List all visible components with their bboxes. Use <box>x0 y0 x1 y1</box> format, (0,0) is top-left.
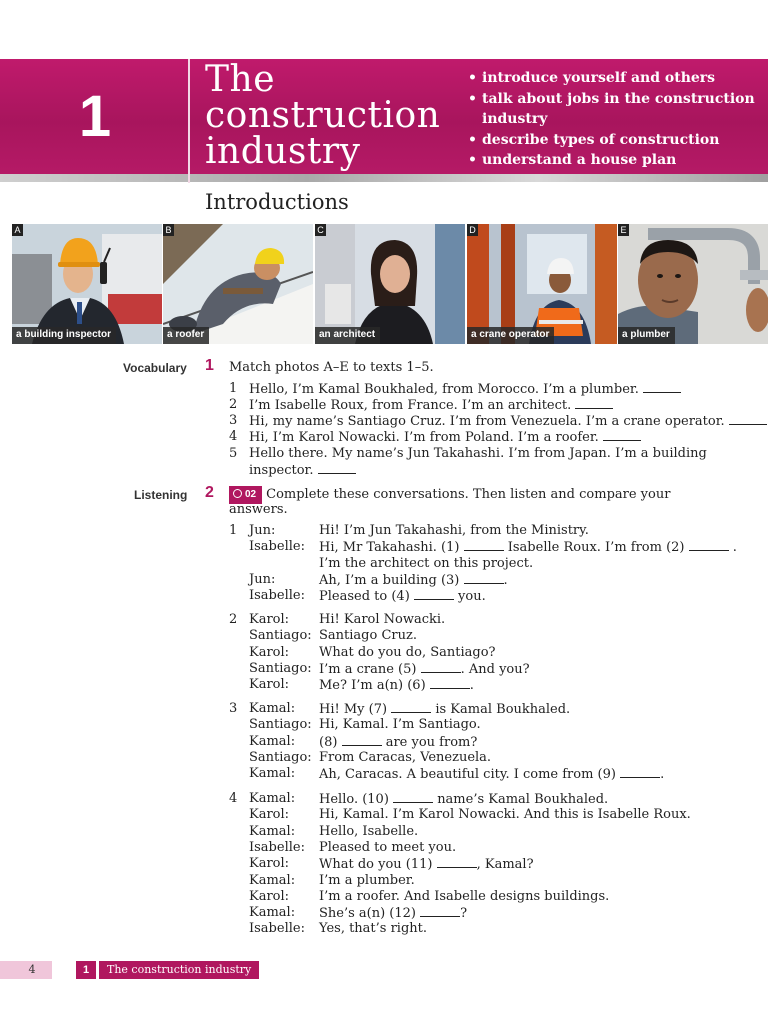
unit-title-line: The <box>205 59 276 100</box>
dialogue-segment: Isabelle Roux. I’m from (2) <box>507 540 685 556</box>
photo-caption: an architect <box>315 327 380 344</box>
item-number: 5 <box>229 446 238 461</box>
dialogue-segment: Yes, that’s right. <box>319 921 428 937</box>
item-number: 3 <box>229 413 238 428</box>
vocab-item <box>229 413 767 430</box>
speaker-name: Kamal: <box>249 905 296 921</box>
dialogue-line <box>229 539 737 556</box>
photo-caption: a plumber <box>618 327 675 344</box>
dialogue-line <box>229 523 589 539</box>
listening-label: Listening <box>134 488 188 502</box>
dialogue-segment: Ah, I’m a building (3) <box>319 572 460 588</box>
dialogue-segment: I’m a roofer. And Isabelle designs buildings. <box>319 888 610 904</box>
dialogue-segment: What do you do, Santiago? <box>319 644 496 660</box>
speaker-name: Kamal: <box>249 791 296 806</box>
speaker-name: Santiago: <box>249 660 312 676</box>
dialogue-segment: , Kamal? <box>476 857 534 873</box>
photo-caption: a crane operator <box>467 327 554 344</box>
dialogue-segment: From Caracas, Venezuela. <box>319 749 492 765</box>
vocab-item <box>229 429 641 446</box>
speaker-name: Santiago: <box>249 749 312 765</box>
dialogue-line <box>229 717 481 733</box>
speaker-name: Santiago: <box>249 628 312 644</box>
banner-stripe <box>0 174 768 182</box>
speaker-name: Kamal: <box>249 733 296 749</box>
unit-number: 1 <box>78 84 112 149</box>
answer-blank[interactable] <box>391 701 431 713</box>
vocabulary-label: Vocabulary <box>123 361 187 375</box>
dialogue-segment: ? <box>460 906 468 922</box>
item-text: Hi, my name’s Santiago Cruz. I’m from Venezuela. I’m a crane operator. <box>249 414 725 429</box>
dialogue-segment: Hi! Karol Nowacki. <box>319 612 446 627</box>
vocab-item <box>229 397 613 414</box>
dialogue-segment: are you from? <box>385 734 478 750</box>
dialogue-line <box>229 661 530 678</box>
speaker-name: Karol: <box>249 612 290 627</box>
banner-divider <box>188 59 190 183</box>
answer-blank[interactable] <box>318 462 356 474</box>
answer-blank[interactable] <box>603 429 641 441</box>
speaker-name: Karol: <box>249 856 290 872</box>
dialogue-segment: Me? I’m a(n) (6) <box>319 678 426 694</box>
unit-title <box>205 59 441 172</box>
conversation-number: 4 <box>229 791 238 806</box>
speaker-name: Isabelle: <box>249 588 305 604</box>
conversation-number: 2 <box>229 612 238 627</box>
dialogue-segment: . <box>503 572 508 588</box>
dialogue-line <box>229 556 533 572</box>
dialogue-line <box>229 889 609 905</box>
speaker-name: Karol: <box>249 677 290 693</box>
speaker-name: Kamal: <box>249 766 296 782</box>
dialogue-line <box>229 807 691 823</box>
dialogue-segment: Hi, Kamal. I’m Karol Nowacki. And this is Isabelle Roux. <box>319 807 691 823</box>
speaker-name: Karol: <box>249 807 290 823</box>
section-title: Introductions <box>205 190 349 214</box>
dialogue-line <box>229 628 417 644</box>
dialogue-segment: Hi, Mr Takahashi. (1) <box>319 540 460 556</box>
dialogue-segment: Pleased to meet you. <box>319 839 457 855</box>
dialogue-segment: Hi! My (7) <box>319 702 388 717</box>
dialogue-line <box>229 824 418 840</box>
unit-title-line: industry <box>205 131 361 172</box>
photo-building-inspector <box>12 224 162 344</box>
dialogue-segment: I’m a plumber. <box>319 872 415 888</box>
dialogue-segment: Hi! I’m Jun Takahashi, from the Ministry. <box>319 523 589 538</box>
unit-aims-list <box>467 68 757 171</box>
answer-blank[interactable] <box>575 397 613 409</box>
dialogue-text <box>229 523 589 538</box>
answer-blank[interactable] <box>464 539 504 551</box>
dialogue-line <box>229 873 415 889</box>
item-text: Hello there. My name’s Jun Takahashi. I’m from Japan. I’m a building <box>249 446 707 461</box>
dialogue-line <box>229 734 477 751</box>
speaker-name: Isabelle: <box>249 921 305 937</box>
answer-blank[interactable] <box>414 588 454 600</box>
dialogue-text <box>229 556 533 571</box>
dialogue-line <box>229 572 508 589</box>
dialogue-line <box>229 677 474 694</box>
dialogue-segment: . <box>469 678 474 694</box>
item-text: Hi, I’m Karol Nowacki. I’m from Poland. I’m a roofer. <box>249 430 599 445</box>
dialogue-line <box>229 645 496 661</box>
instruction-text: Complete these conversations. Then listen and compare your <box>266 487 671 502</box>
footer-unit-title: The construction industry <box>99 961 259 979</box>
dialogue-segment: . <box>732 540 737 556</box>
photo-caption: a building inspector <box>12 327 116 344</box>
dialogue-line <box>229 840 456 856</box>
dialogue-segment: . And you? <box>460 661 530 677</box>
photo-architect <box>315 224 465 344</box>
photo-letter: B <box>163 224 174 236</box>
dialogue-line <box>229 921 427 937</box>
photo-letter: E <box>618 224 629 236</box>
dialogue-line <box>229 766 664 783</box>
answer-blank[interactable] <box>430 677 470 689</box>
item-number: 4 <box>229 429 238 444</box>
dialogue-segment: Ah, Caracas. A beautiful city. I come from (9) <box>319 767 616 783</box>
dialogue-line <box>229 905 467 922</box>
item-text: inspector. <box>249 463 314 478</box>
cd-track-number: 02 <box>245 489 257 500</box>
dialogue-segment: She’s a(n) (12) <box>319 906 416 922</box>
photo-letter: C <box>315 224 326 236</box>
item-text: I’m Isabelle Roux, from France. I’m an architect. <box>249 398 572 413</box>
speaker-name: Karol: <box>249 888 290 904</box>
cd-icon <box>233 489 242 498</box>
photo-caption: a roofer <box>163 327 209 344</box>
conversation-number: 1 <box>229 523 238 538</box>
answer-blank[interactable] <box>464 572 504 584</box>
dialogue-line <box>229 750 491 766</box>
vocab-item-continued <box>249 462 356 479</box>
speaker-name: Karol: <box>249 644 290 660</box>
answer-blank[interactable] <box>437 856 477 868</box>
dialogue-line <box>229 701 570 718</box>
exercise-instruction <box>229 486 670 504</box>
dialogue-segment: Pleased to (4) <box>319 589 410 605</box>
answer-blank[interactable] <box>643 381 681 393</box>
photo-letter: D <box>467 224 478 236</box>
dialogue-line <box>229 791 608 808</box>
speaker-name: Jun: <box>249 571 276 587</box>
dialogue-segment: Hi, Kamal. I’m Santiago. <box>319 717 481 733</box>
speaker-name: Kamal: <box>249 823 296 839</box>
dialogue-segment: I’m the architect on this project. <box>319 555 534 571</box>
exercise-number: 2 <box>205 484 214 501</box>
answer-blank[interactable] <box>620 766 660 778</box>
vocab-item <box>229 381 681 398</box>
exercise-number: 1 <box>205 357 214 374</box>
dialogue-segment: I’m a crane (5) <box>319 661 417 677</box>
dialogue-segment: Hello, Isabelle. <box>319 823 419 839</box>
instruction-continued: answers. <box>229 502 288 517</box>
dialogue-line <box>229 588 486 605</box>
photo-roofer <box>163 224 313 344</box>
exercise-instruction: Match photos A–E to texts 1–5. <box>229 360 434 375</box>
photo-crane-operator <box>467 224 617 344</box>
dialogue-line <box>229 856 534 873</box>
speaker-name: Santiago: <box>249 717 312 733</box>
item-text: Hello, I’m Kamal Boukhaled, from Morocco. I’m a plumber. <box>249 382 639 397</box>
aim-item: • describe types of construction <box>467 130 757 151</box>
dialogue-segment: (8) <box>319 734 338 750</box>
dialogue-segment: Santiago Cruz. <box>319 628 417 644</box>
photo-strip <box>12 224 768 344</box>
dialogue-segment: Hello. (10) <box>319 792 389 807</box>
dialogue-text <box>229 807 691 822</box>
answer-blank[interactable] <box>689 539 729 551</box>
conversation-number: 3 <box>229 701 238 716</box>
speaker-name: Kamal: <box>249 872 296 888</box>
aim-item: • introduce yourself and others <box>467 68 757 89</box>
unit-title-line: construction <box>205 95 441 136</box>
speaker-name: Jun: <box>249 523 276 538</box>
answer-blank[interactable] <box>420 905 460 917</box>
dialogue-segment: is Kamal Boukhaled. <box>435 702 571 717</box>
dialogue-segment: you. <box>458 589 486 605</box>
photo-letter: A <box>12 224 23 236</box>
aim-item: • understand a house plan <box>467 150 757 171</box>
answer-blank[interactable] <box>342 734 382 746</box>
page-number: 4 <box>28 963 36 976</box>
answer-blank[interactable] <box>729 413 767 425</box>
dialogue-segment: name’s Kamal Boukhaled. <box>437 792 609 807</box>
answer-blank[interactable] <box>421 661 461 673</box>
item-number: 2 <box>229 397 238 412</box>
photo-plumber <box>618 224 768 344</box>
speaker-name: Kamal: <box>249 701 296 716</box>
dialogue-segment: What do you (11) <box>319 857 433 873</box>
dialogue-text <box>229 540 737 555</box>
speaker-name: Isabelle: <box>249 839 305 855</box>
vocab-item <box>229 446 707 462</box>
dialogue-segment: . <box>660 767 665 783</box>
speaker-name: Isabelle: <box>249 539 305 555</box>
item-number: 1 <box>229 381 238 396</box>
dialogue-line <box>229 612 445 628</box>
aim-item: • talk about jobs in the construction industry <box>467 89 757 130</box>
footer-unit-number: 1 <box>76 961 96 979</box>
answer-blank[interactable] <box>393 791 433 803</box>
